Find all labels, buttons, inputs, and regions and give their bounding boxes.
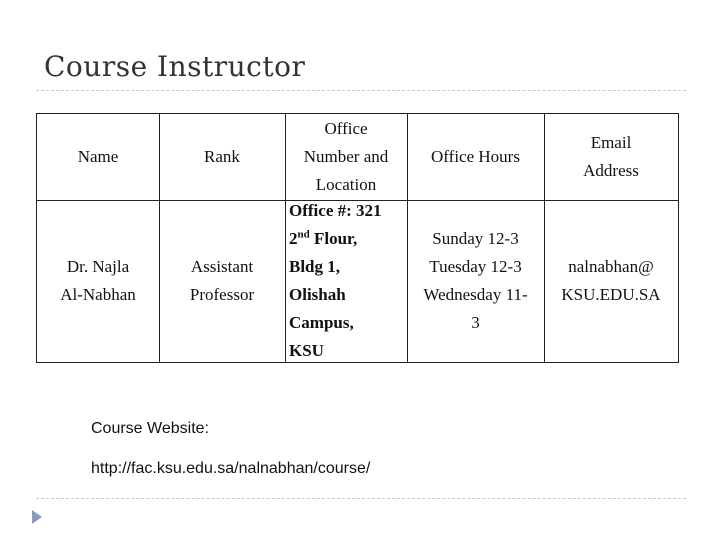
office-line: KSU (289, 341, 324, 360)
name-line: Dr. Najla (66, 257, 130, 276)
hours-line: Wednesday 11- (423, 285, 528, 304)
header-email (544, 114, 678, 200)
office-line: Campus, (289, 313, 354, 332)
office-floor-rest: Flour, (309, 229, 358, 248)
header-email-line: Email (590, 133, 632, 152)
header-office-line: Location (315, 175, 377, 194)
course-website-label: Course Website: (91, 420, 209, 437)
header-rank (159, 114, 285, 200)
instructor-name (37, 200, 159, 362)
office-floor-line (289, 225, 357, 253)
header-email-line: Address (583, 161, 639, 180)
header-office-hours (407, 114, 544, 200)
bullet-arrow-icon (32, 510, 42, 524)
header-name-text: Name (77, 147, 119, 166)
name-line: Al-Nabhan (60, 285, 136, 304)
course-website-url[interactable]: http://fac.ksu.edu.sa/nalnabhan/course/ (91, 460, 371, 477)
email-line: nalnabhan@ (568, 257, 654, 276)
header-office-location (285, 114, 407, 200)
bottom-divider (36, 498, 686, 499)
office-line: Bldg 1, (289, 257, 341, 276)
office-floor-sup: nd (297, 228, 310, 241)
slide-title: Course Instructor (44, 50, 306, 83)
hours-line: Sunday 12-3 (432, 229, 519, 248)
header-hours-text: Office Hours (431, 147, 520, 166)
email-line: KSU.EDU.SA (561, 285, 661, 304)
header-office-line: Office (324, 119, 368, 138)
instructor-rank (159, 200, 285, 362)
instructor-table (36, 113, 679, 363)
hours-line: 3 (471, 313, 480, 332)
office-floor-num: 2 (289, 229, 298, 248)
email-address (544, 200, 678, 362)
header-rank-text: Rank (204, 147, 240, 166)
header-name (37, 114, 159, 200)
office-line: Office #: 321 (289, 201, 382, 220)
rank-line: Professor (189, 285, 255, 304)
header-office-line: Number and (303, 147, 389, 166)
top-divider (36, 90, 686, 91)
hours-line: Tuesday 12-3 (429, 257, 522, 276)
office-line: Olishah (289, 285, 346, 304)
rank-line: Assistant (190, 257, 254, 276)
office-hours (407, 200, 544, 362)
office-location (285, 200, 407, 362)
